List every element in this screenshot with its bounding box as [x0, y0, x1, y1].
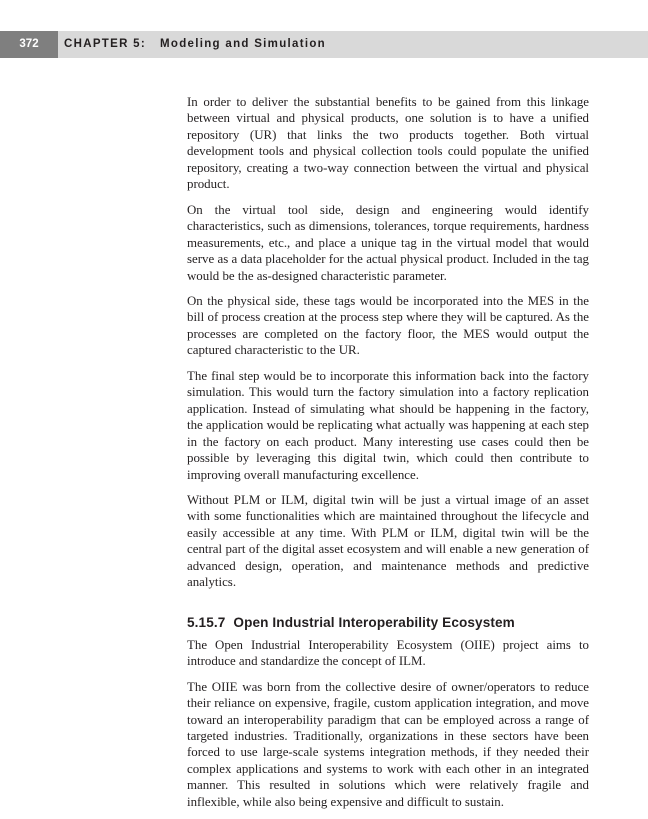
body-paragraph: Without PLM or ILM, digital twin will be just a virtual image of an asset with some functionalities which are maintained throughout the lifecycle and easily accessible at any time. With PLM or ILM, digital twin will be the central part of the digital asset ecosystem and will enable a new generation of advanced design, operation, and maintenance methods and predictive analytics.	[187, 492, 589, 590]
page-number: 372	[0, 31, 58, 58]
section-paragraph: The Open Industrial Interoperability Ecosystem (OIIE) project aims to introduce and standardize the concept of ILM.	[187, 637, 589, 669]
section-title: Open Industrial Interoperability Ecosystem	[233, 614, 515, 630]
chapter-title: Modeling and Simulation	[160, 38, 326, 50]
page-body	[187, 94, 589, 819]
running-header	[0, 31, 648, 58]
body-paragraph: In order to deliver the substantial benefits to be gained from this linkage between virtual and physical products, one solution is to have a unified repository (UR) that links the two products together. Both virtual development tools and physical collection tools could populate the unified repository, creating a two-way connection between the virtual and physical product.	[187, 95, 589, 192]
body-paragraph: The final step would be to incorporate this information back into the factory simulation. This would turn the factory simulation into a factory replication application. Instead of simulating what should be happening in the factory, the application would be replicating what actually was happening at each step in the factory on each product. Many interesting use cases could then be possible by leveraging this digital twin, which could then contribute to improving overall manufacturing excellence.	[187, 368, 589, 482]
body-paragraph: On the virtual tool side, design and engineering would identify characteristics, such as dimensions, tolerances, torque requirements, hardness measurements, etc., and place a unique tag in the virtual model that would serve as a data placeholder for the actual physical product. Included in the tag would be the as-designed characteristic parameter.	[187, 202, 589, 283]
section-number: 5.15.7	[187, 614, 226, 630]
section-paragraph: The OIIE was born from the collective desire of owner/operators to reduce their reliance on expensive, fragile, custom application integration, and move toward an interoperability paradigm that can be employed across a range of targeted industries. Traditionally, organizations in these sectors have been forced to use large-scale systems integration methods, if they needed their complex applications and systems to work with each other in an integrated manner. This resulted in solutions which were relatively fragile and inflexible, while also being expensive and difficult to sustain.	[187, 679, 589, 809]
section-heading	[187, 614, 589, 631]
running-head-text	[64, 31, 326, 58]
chapter-label: CHAPTER 5:	[64, 38, 147, 50]
body-paragraph: On the physical side, these tags would be incorporated into the MES in the bill of process creation at the process step where they will be captured. As the processes are completed on the factory floor, the MES would output the captured characteristic to the UR.	[187, 293, 589, 358]
